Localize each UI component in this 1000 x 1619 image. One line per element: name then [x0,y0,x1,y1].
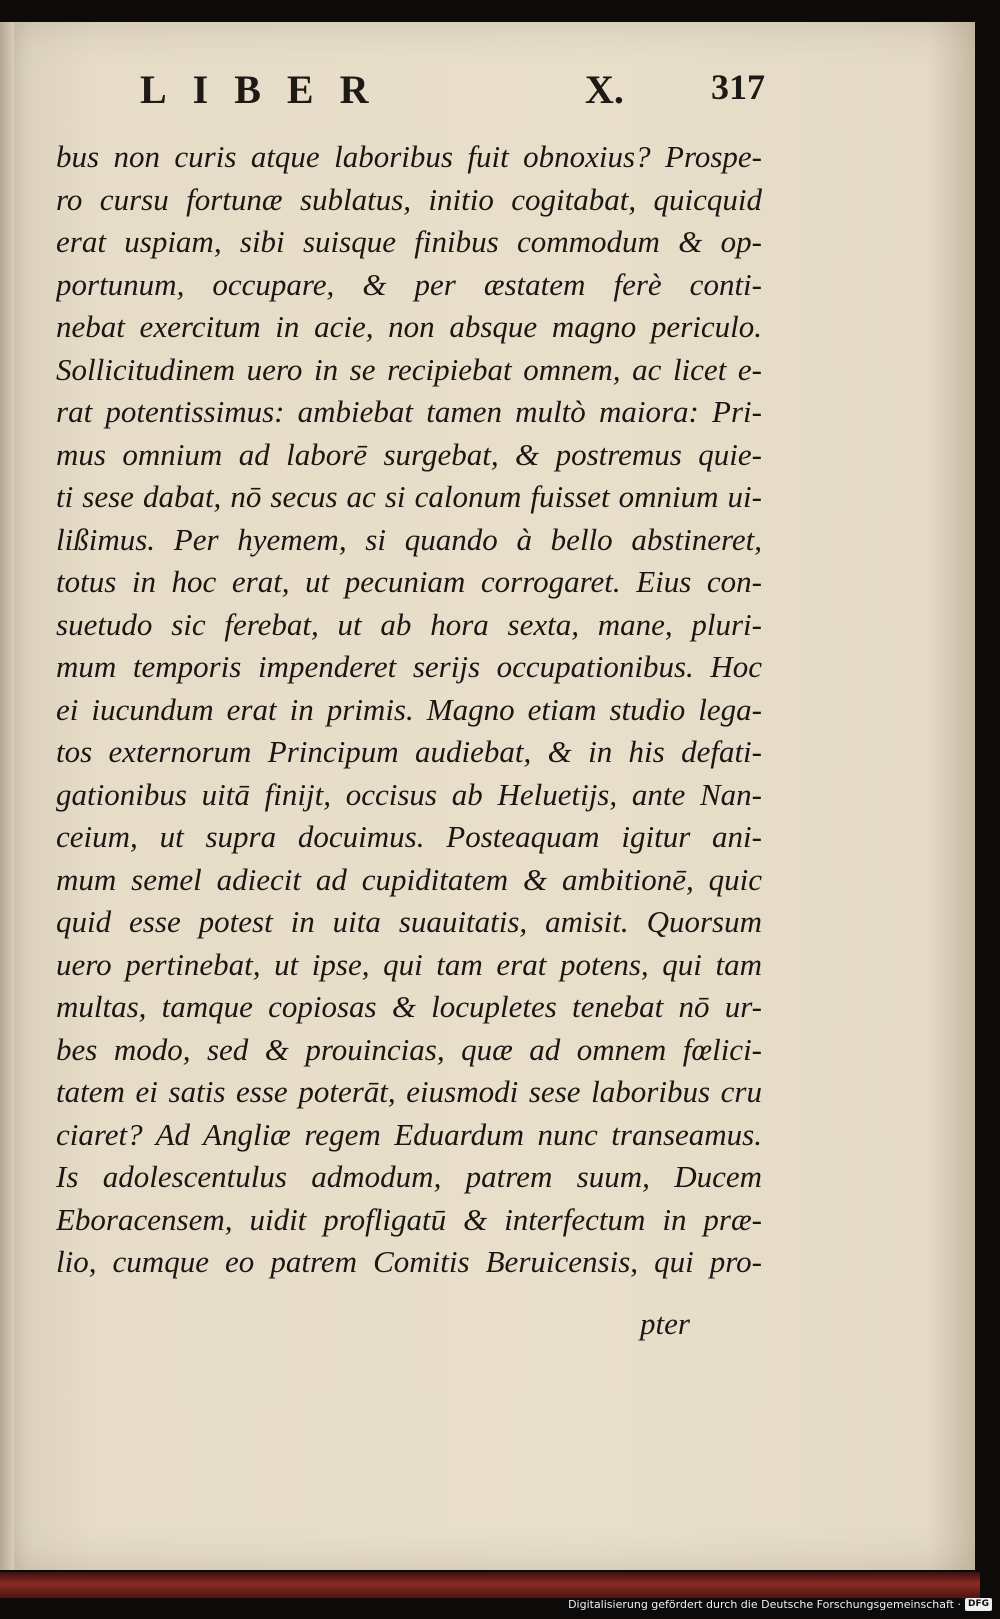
text-line: nebat exercitum in acie, non absque magno periculo. [56,309,762,344]
running-head-title: LIBER [140,67,395,112]
text-line: bes modo, sed & prouincias, quæ ad omnem fœlici- [56,1031,762,1067]
text-line: gationibus uitā finijt, occisus ab Heluetijs, ante Nan- [56,776,762,812]
text-line: ti sese dabat, nō secus ac si calonum fuisset omnium ui- [56,479,762,514]
footer-credit: Digitalisierung gefördert durch die Deutsche Forschungsgemeinschaft · [568,1598,961,1611]
digitization-footer [568,1598,992,1611]
text-line: Eboracensem, uidit profligatū & interfectum in præ- [56,1201,762,1237]
text-line: mus omnium ad laborē surgebat, & postremus quie- [56,436,762,472]
dfg-logo-icon: DFG [965,1598,992,1611]
page-bottom-edge [0,1572,980,1598]
text-line: totus in hoc erat, ut pecuniam corrogaret. Eius con- [56,564,762,599]
text-line: Is adolescentulus admodum, patrem suum, Ducem [56,1159,762,1194]
text-line: quid esse potest in uita suauitatis, amisit. Quorsum [56,904,762,939]
text-line: tos externorum Principum audiebat, & in his defati- [56,734,762,769]
running-head [140,66,765,126]
running-head-book-number: X. [585,67,624,112]
text-line: mum semel adiecit ad cupiditatem & ambitionē, quic [56,861,762,897]
text-line: lio, cumque eo patrem Comitis Beruicensis, qui pro- [56,1244,762,1279]
text-line: ciaret? Ad Angliæ regem Eduardum nunc transeamus. [56,1116,762,1152]
text-line: lißimus. Per hyemem, si quando à bello abstineret, [56,521,762,557]
text-line: bus non curis atque laboribus fuit obnoxius? Prospe- [56,139,762,174]
text-line: mum temporis impenderet serijs occupationibus. Hoc [56,649,762,684]
text-line: ro cursu fortunæ sublatus, initio cogitabat, quicquid [56,181,762,217]
text-line: tatem ei satis esse poterāt, eiusmodi sese laboribus cru [56,1074,762,1109]
page-gutter [0,22,14,1570]
folio-number: 317 [711,67,765,107]
body-text [56,136,762,1284]
text-line: uero pertinebat, ut ipse, qui tam erat potens, qui tam [56,946,762,982]
text-line: ei iucundum erat in primis. Magno etiam studio lega- [56,691,762,727]
catchword: pter [640,1306,690,1341]
text-line: Sollicitudinem uero in se recipiebat omnem, ac licet e- [56,351,762,387]
text-line: ceium, ut supra docuimus. Posteaquam igitur ani- [56,819,762,854]
text-line: multas, tamque copiosas & locupletes tenebat nō ur- [56,989,762,1024]
text-line: suetudo sic ferebat, ut ab hora sexta, mane, pluri- [56,606,762,642]
text-line: rat potentissimus: ambiebat tamen multò maiora: Pri- [56,394,762,429]
text-line: erat uspiam, sibi suisque finibus commodum & op- [56,224,762,259]
text-line: portunum, occupare, & per æstatem ferè conti- [56,266,762,302]
